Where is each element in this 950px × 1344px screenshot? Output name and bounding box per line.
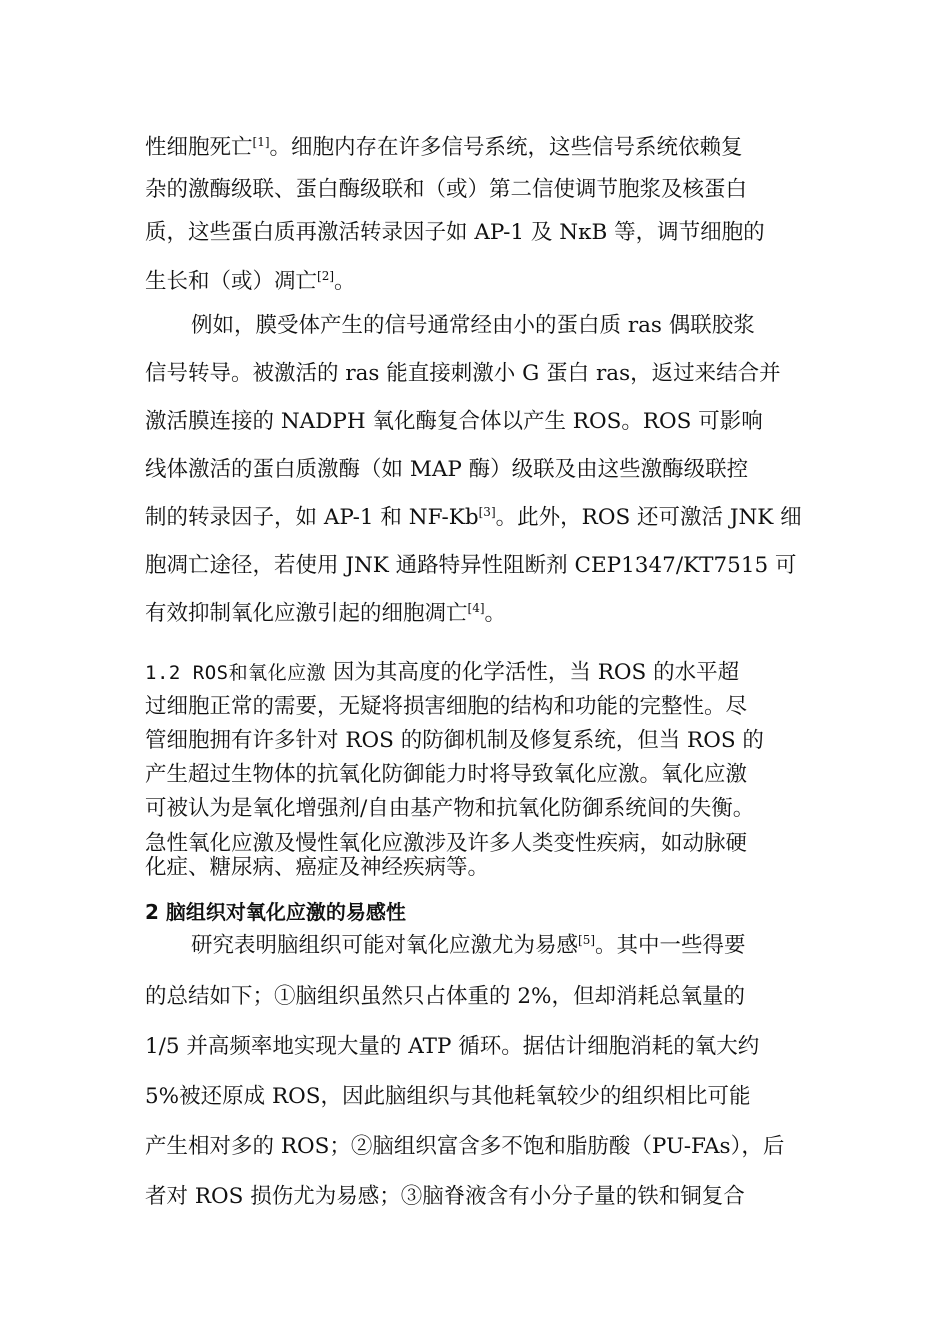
text-line <box>145 920 825 972</box>
text-line: 过细胞正常的需要，无疑将损害细胞的结构和功能的完整性。尽 <box>145 694 748 719</box>
text-run: 。 <box>484 601 507 626</box>
text-line: 可被认为是氧化增强剂/自由基产物和抗氧化防御系统间的失衡。 <box>145 796 755 821</box>
text-run: 。 <box>334 269 356 294</box>
text-line: 线体激活的蛋白质激酶（如 MAP 酶）级联及由这些激酶级联控 <box>145 457 749 482</box>
text-line: 管细胞拥有许多针对 ROS 的防御机制及修复系统，但当 ROS 的 <box>145 728 764 753</box>
citation-ref[interactable]: [2] <box>317 268 335 283</box>
text-line <box>145 494 825 542</box>
text-line: 急性氧化应激及慢性氧化应激涉及许多人类变性疾病，如动脉硬 <box>145 831 748 856</box>
text-line: 激活膜连接的 NADPH 氧化酶复合体以产生 ROS。ROS 可影响 <box>145 409 763 434</box>
text-line <box>145 656 825 690</box>
section-heading: 2 脑组织对氧化应激的易感性 <box>145 900 406 924</box>
text-line: 者对 ROS 损伤尤为易感；③脑脊液含有小分子量的铁和铜复合 <box>145 1184 745 1209</box>
paragraph-1 <box>145 124 825 306</box>
text-line: 产生相对多的 ROS；②脑组织富含多不饱和脂肪酸（PU-FAs），后 <box>145 1134 785 1159</box>
text-run: 性细胞死亡 <box>145 135 253 160</box>
text-run: 研究表明脑组织可能对氧化应激尤为易感 <box>191 933 579 958</box>
text-line: 质，这些蛋白质再激活转录因子如 AP-1 及 NκB 等，调节细胞的 <box>145 220 765 245</box>
paragraph-2 <box>145 302 825 638</box>
text-line: 产生超过生物体的抗氧化防御能力时将导致氧化应激。氧化应激 <box>145 762 748 787</box>
text-run: 有效抑制氧化应激引起的细胞凋亡 <box>145 601 468 626</box>
text-line: 杂的激酶级联、蛋白酶级联和（或）第二信使调节胞浆及核蛋白 <box>145 177 748 202</box>
text-line: 的总结如下；①脑组织虽然只占体重的 2%，但却消耗总氧量的 <box>145 984 745 1009</box>
text-run: 。此外，ROS 还可激活 JNK 细 <box>495 505 802 530</box>
text-run: 生长和（或）凋亡 <box>145 269 318 294</box>
text-line <box>145 124 825 172</box>
text-line <box>145 258 825 306</box>
text-line: 胞凋亡途径，若使用 JNK 通路特异性阻断剂 CEP1347/KT7515 可 <box>145 553 797 578</box>
text-line: 化症、糖尿病、癌症及神经疾病等。 <box>145 855 490 880</box>
text-line <box>145 590 825 638</box>
text-line: 例如，膜受体产生的信号通常经由小的蛋白质 ras 偶联胶浆 <box>191 313 755 338</box>
citation-ref[interactable]: [3] <box>478 504 496 519</box>
citation-ref[interactable]: [1] <box>252 134 270 149</box>
text-run: 制的转录因子，如 AP-1 和 NF-Kb <box>145 505 479 530</box>
text-line: 5%被还原成 ROS，因此脑组织与其他耗氧较少的组织相比可能 <box>145 1084 751 1109</box>
citation-ref[interactable]: [5] <box>578 932 596 947</box>
text-run: 。其中一些得要 <box>595 933 746 958</box>
citation-ref[interactable]: [4] <box>467 600 485 615</box>
paragraph-4 <box>145 920 825 1222</box>
paragraph-3 <box>145 656 825 882</box>
text-run: 因为其高度的化学活性，当 ROS 的水平超 <box>326 660 740 685</box>
text-run: 。细胞内存在许多信号系统，这些信号系统依赖复 <box>269 135 743 160</box>
text-line: 信号转导。被激活的 ras 能直接刺激小 G 蛋白 ras，返过来结合并 <box>145 361 781 386</box>
subsection-heading: 1.2 ROS和氧化应激 <box>145 662 327 684</box>
text-line: 1/5 并高频率地实现大量的 ATP 循环。据估计细胞消耗的氧大约 <box>145 1034 760 1059</box>
